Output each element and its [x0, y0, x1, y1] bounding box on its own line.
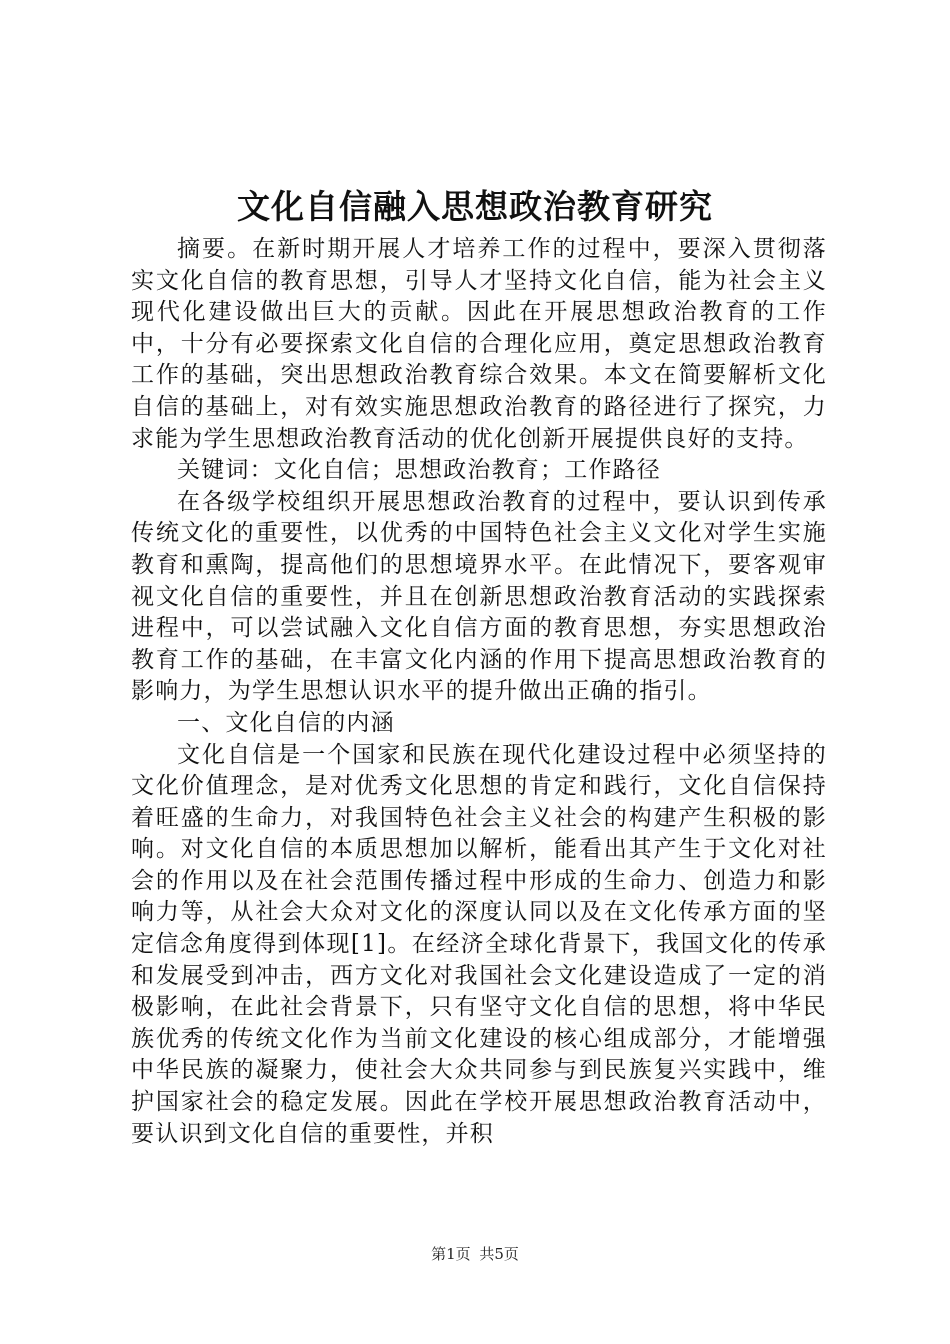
section-heading: 一、文化自信的内涵 [177, 709, 395, 736]
document-title: 文化自信融入思想政治教育研究 [237, 187, 713, 226]
page-number: 第1页 [431, 1245, 471, 1263]
document-body [131, 234, 827, 1150]
page-footer [0, 1244, 950, 1264]
keywords-paragraph: 关键词：文化自信；思想政治教育；工作路径 [177, 457, 661, 484]
abstract-paragraph: 摘要。在新时期开展人才培养工作的过程中，要深入贯彻落实文化自信的教育思想，引导人才坚持文化自信，能为社会主义现代化建设做出巨大的贡献。因此在开展思想政治教育的工作中，十分有必要探索文化自信的合理化应用，奠定思想政治教育工作的基础，突出思想政治教育综合效果。本文在简要解析文化自信的基础上，对有效实施思想政治教育的路径进行了探究，力求能为学生思想政治教育活动的优化创新开展提供良好的支持。 [131, 236, 827, 452]
body-paragraph: 文化自信是一个国家和民族在现代化建设过程中必须坚持的文化价值理念，是对优秀文化思想的肯定和践行，文化自信保持着旺盛的生命力，对我国特色社会主义社会的构建产生积极的影响。对文化自信的本质思想加以解析，能看出其产生于文化对社会的作用以及在社会范围传播过程中形成的生命力、创造力和影响力等，从社会大众对文化的深度认同以及在文化传承方面的坚定信念角度得到体现[1]。在经济全球化背景下，我国文化的传承和发展受到冲击，西方文化对我国社会文化建设造成了一定的消极影响，在此社会背景下，只有坚守文化自信的思想，将中华民族优秀的传统文化作为当前文化建设的核心组成部分，才能增强中华民族的凝聚力，使社会大众共同参与到民族复兴实践中，维护国家社会的稳定发展。因此在学校开展思想政治教育活动中，要认识到文化自信的重要性，并积 [131, 741, 827, 1147]
page-total: 共5页 [479, 1245, 519, 1263]
intro-paragraph: 在各级学校组织开展思想政治教育的过程中，要认识到传承传统文化的重要性，以优秀的中国特色社会主义文化对学生实施教育和熏陶，提高他们的思想境界水平。在此情况下，要客观审视文化自信的重要性，并且在创新思想政治教育活动的实践探索进程中，可以尝试融入文化自信方面的教育思想，夯实思想政治教育工作的基础，在丰富文化内涵的作用下提高思想政治教育的影响力，为学生思想认识水平的提升做出正确的指引。 [131, 488, 827, 705]
